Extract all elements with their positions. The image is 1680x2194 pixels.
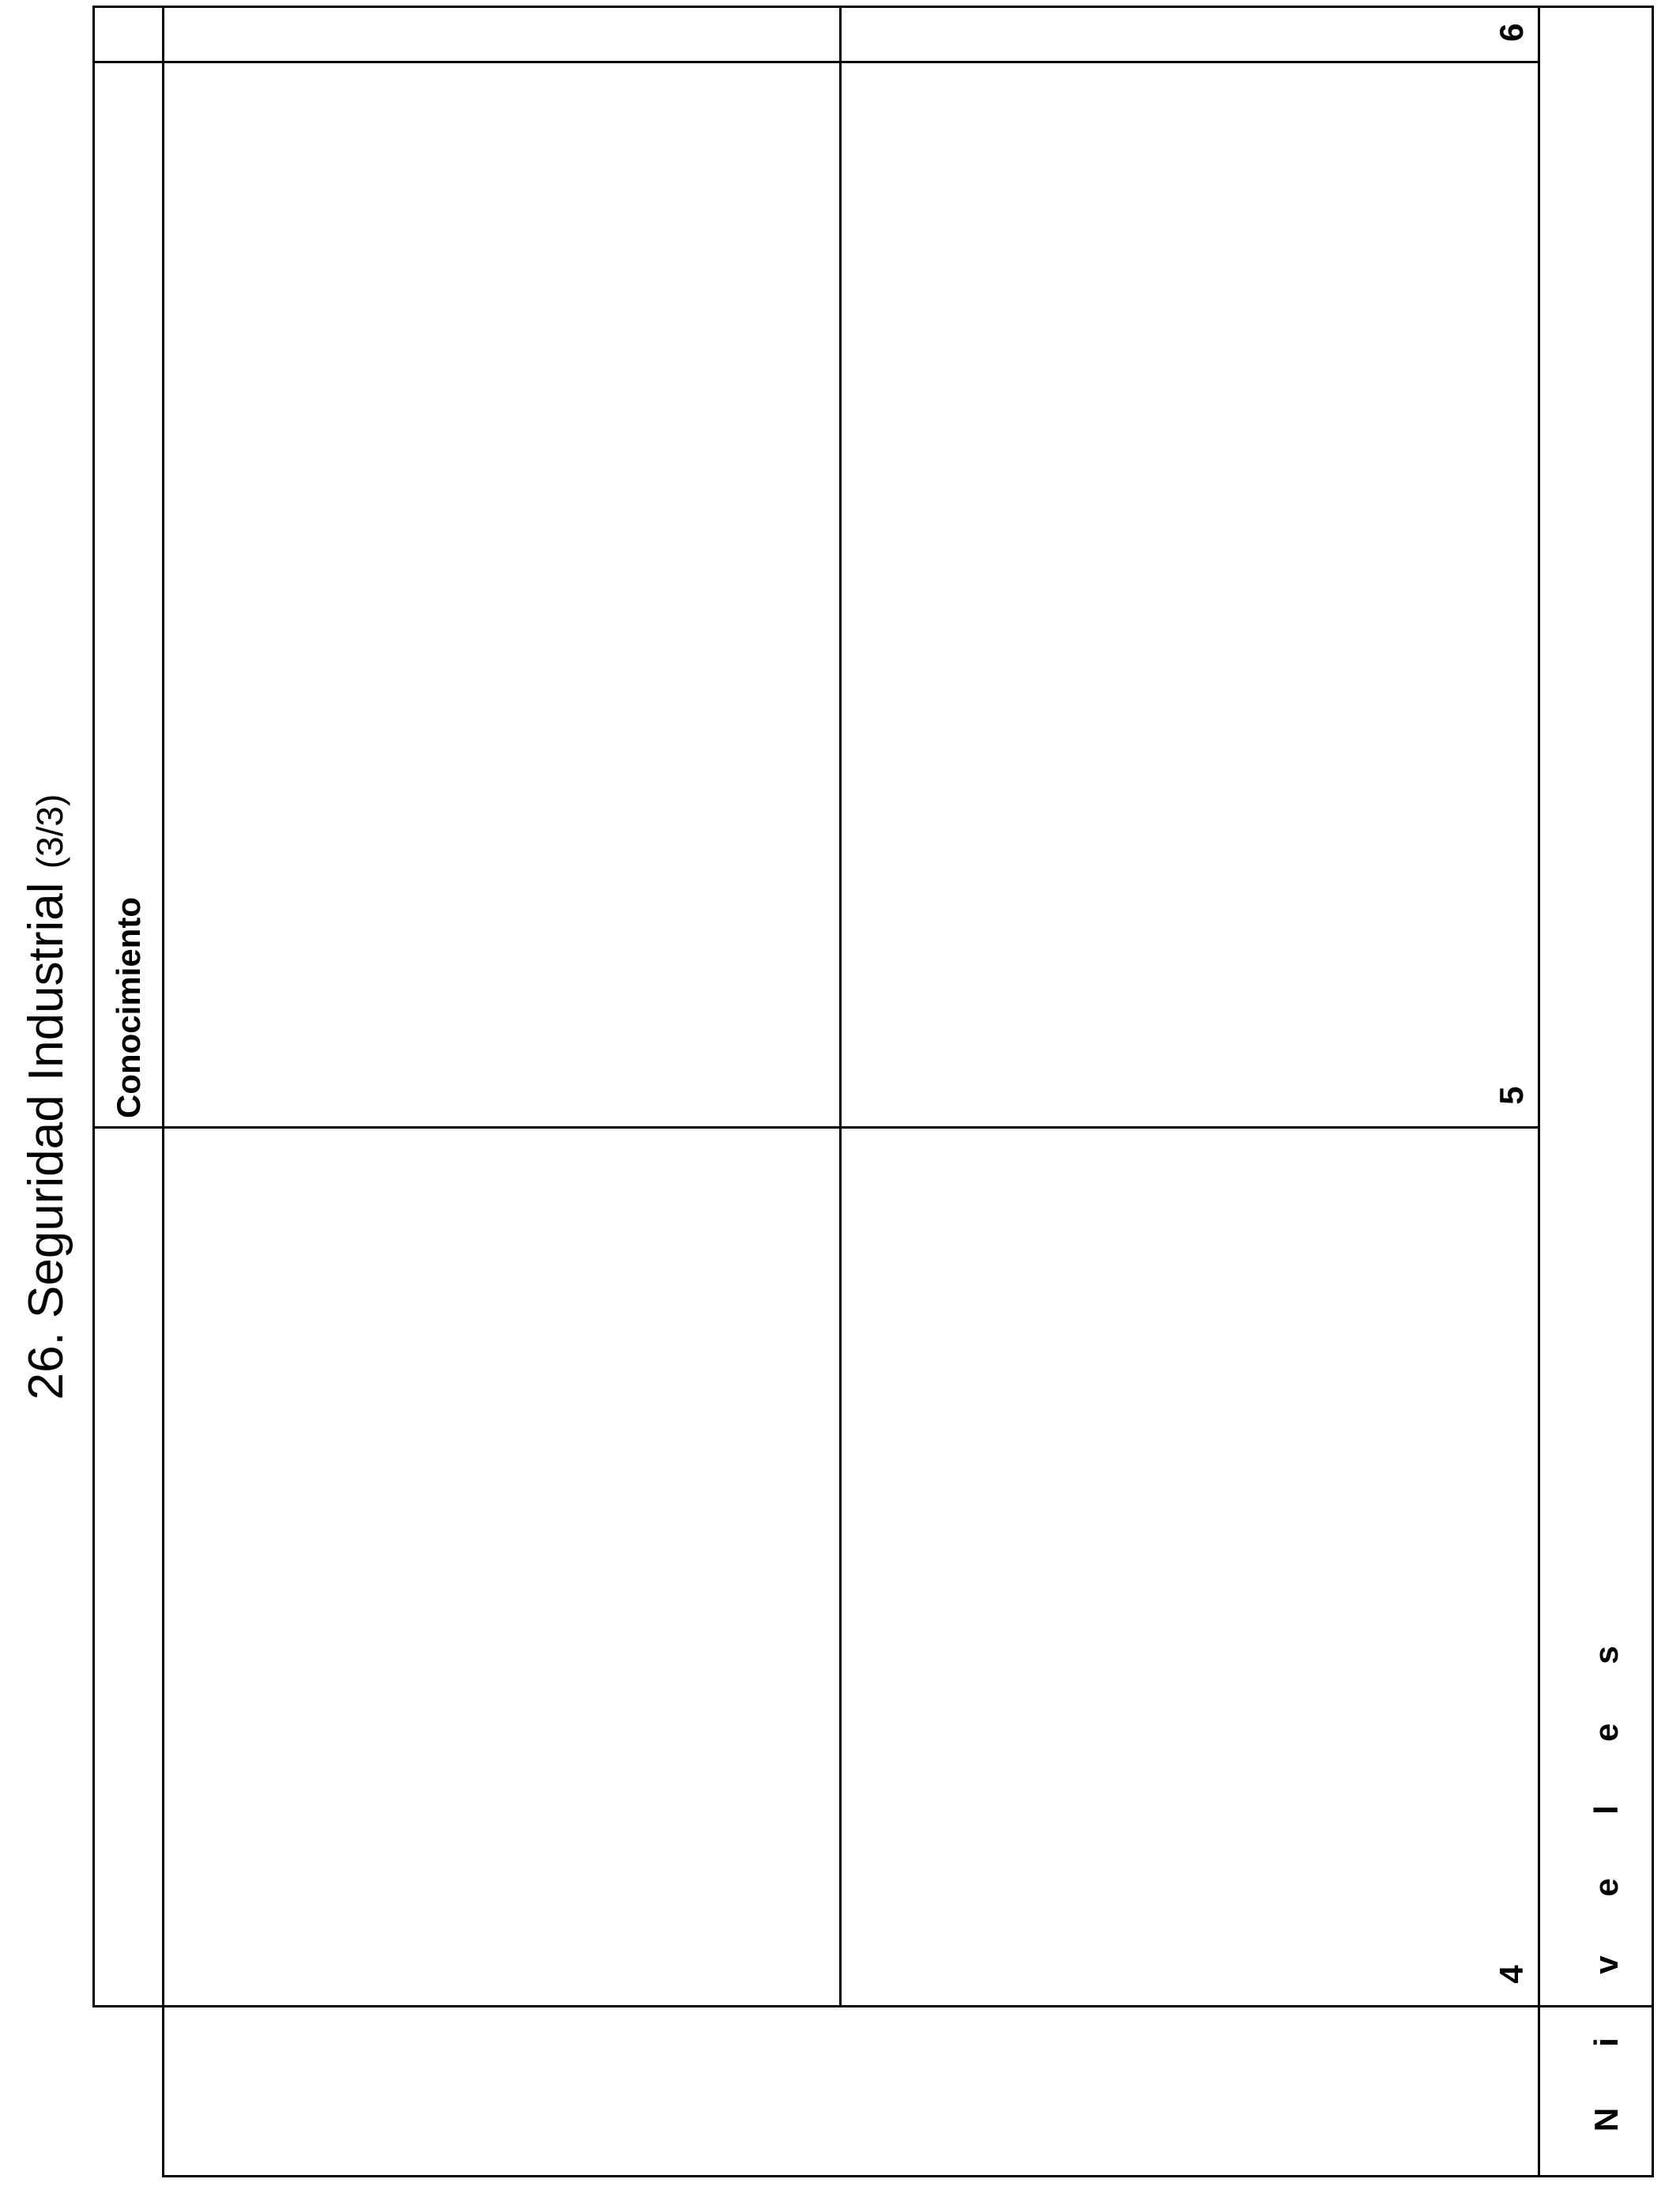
niveles-letter: v xyxy=(1588,1955,1625,1974)
page-title-main: 26. Seguridad Industrial xyxy=(19,882,73,1400)
niveles-separator xyxy=(92,2005,1654,2007)
page-title-part: (3/3) xyxy=(29,794,70,869)
niveles-letter: e xyxy=(1588,1878,1625,1897)
table-border-right xyxy=(1652,6,1654,2177)
niveles-letter: e xyxy=(1588,1723,1625,1742)
table-border-outer-right xyxy=(92,6,1654,8)
niveles-label xyxy=(1587,1616,1626,2158)
table-column-separator xyxy=(839,6,842,2007)
table-border-outer-left xyxy=(162,2175,1654,2177)
niveles-letter: N xyxy=(1588,2107,1625,2132)
table-border-left xyxy=(162,6,164,2177)
page-title xyxy=(17,0,79,2194)
table-border-bottom xyxy=(1538,6,1540,2177)
niveles-letter: i xyxy=(1588,2038,1625,2047)
niveles-letter: l xyxy=(1588,1805,1625,1815)
level-4-5-separator xyxy=(92,1126,1540,1129)
level-5-6-separator xyxy=(92,61,1540,63)
level-number-4: 4 xyxy=(1493,1965,1530,1984)
level-number-5: 5 xyxy=(1493,1086,1530,1105)
header-conocimiento: Conocimiento xyxy=(110,897,147,1118)
niveles-letter: s xyxy=(1588,1646,1625,1664)
level-number-6: 6 xyxy=(1493,23,1530,42)
table-border-top-cap xyxy=(92,6,95,2007)
